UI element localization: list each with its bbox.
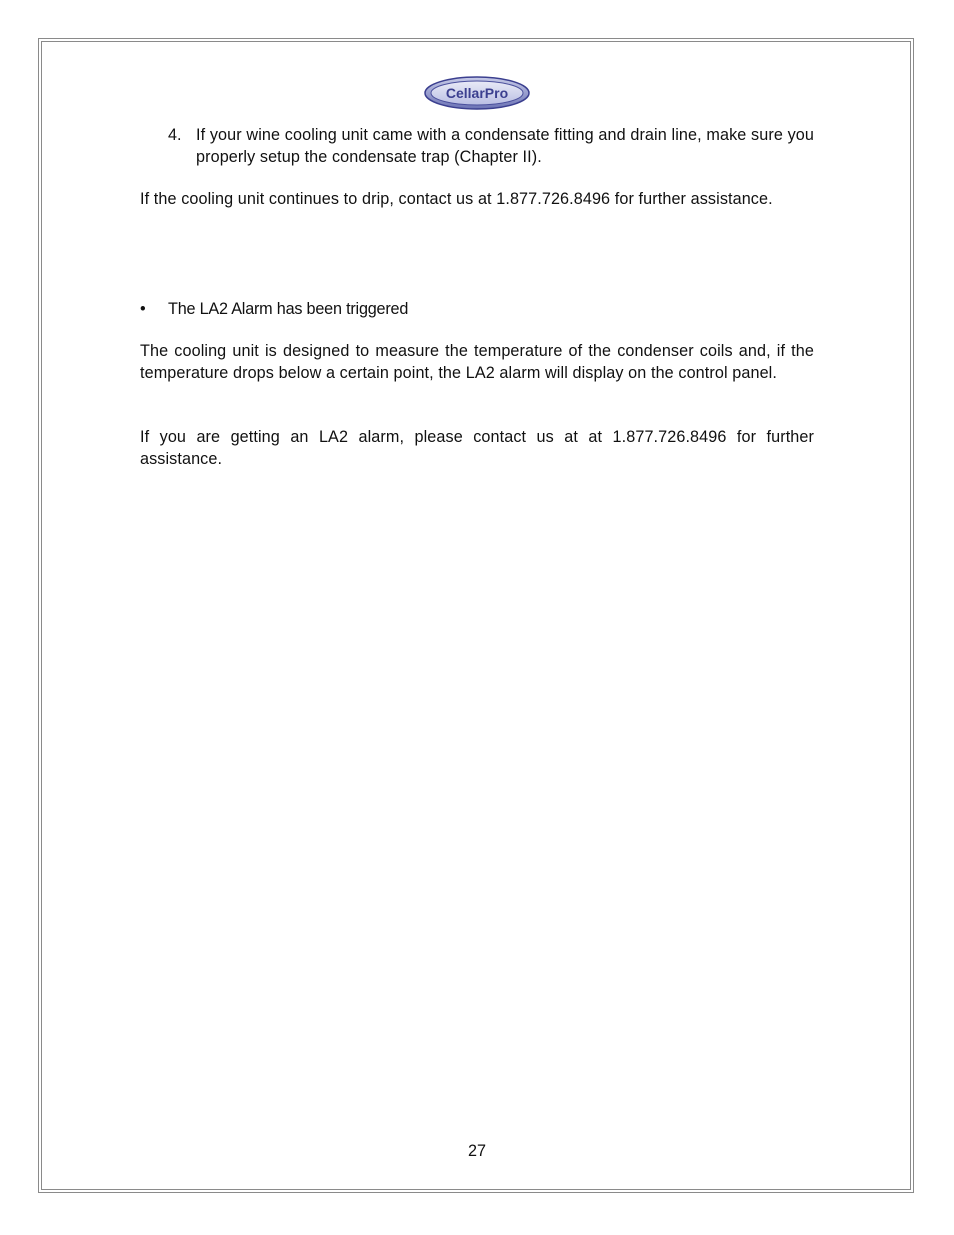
paragraph-drip-contact: If the cooling unit continues to drip, contact us at 1.877.726.8496 for further assistance.: [140, 190, 773, 208]
section-heading: The LA2 Alarm has been triggered: [168, 300, 409, 318]
paragraph-la2-contact: If you are getting an LA2 alarm, please contact us at at 1.877.726.8496 for further assistance.: [140, 428, 814, 468]
page-border-inner: [41, 41, 911, 1190]
list-item-text: If your wine cooling unit came with a condensate fitting and drain line, make sure you properly setup the condensate trap (Chapter II).: [196, 126, 814, 166]
page-number: 27: [467, 1142, 486, 1160]
cellarpro-logo: [424, 76, 530, 110]
bullet-icon: •: [140, 300, 146, 318]
logo-text: CellarPro: [445, 85, 509, 101]
list-item-number: 4.: [168, 126, 182, 144]
paragraph-la2-description: The cooling unit is designed to measure the temperature of the condenser coils and, if the temperature drops below a certain point, the LA2 alarm will display on the control panel.: [140, 342, 814, 382]
